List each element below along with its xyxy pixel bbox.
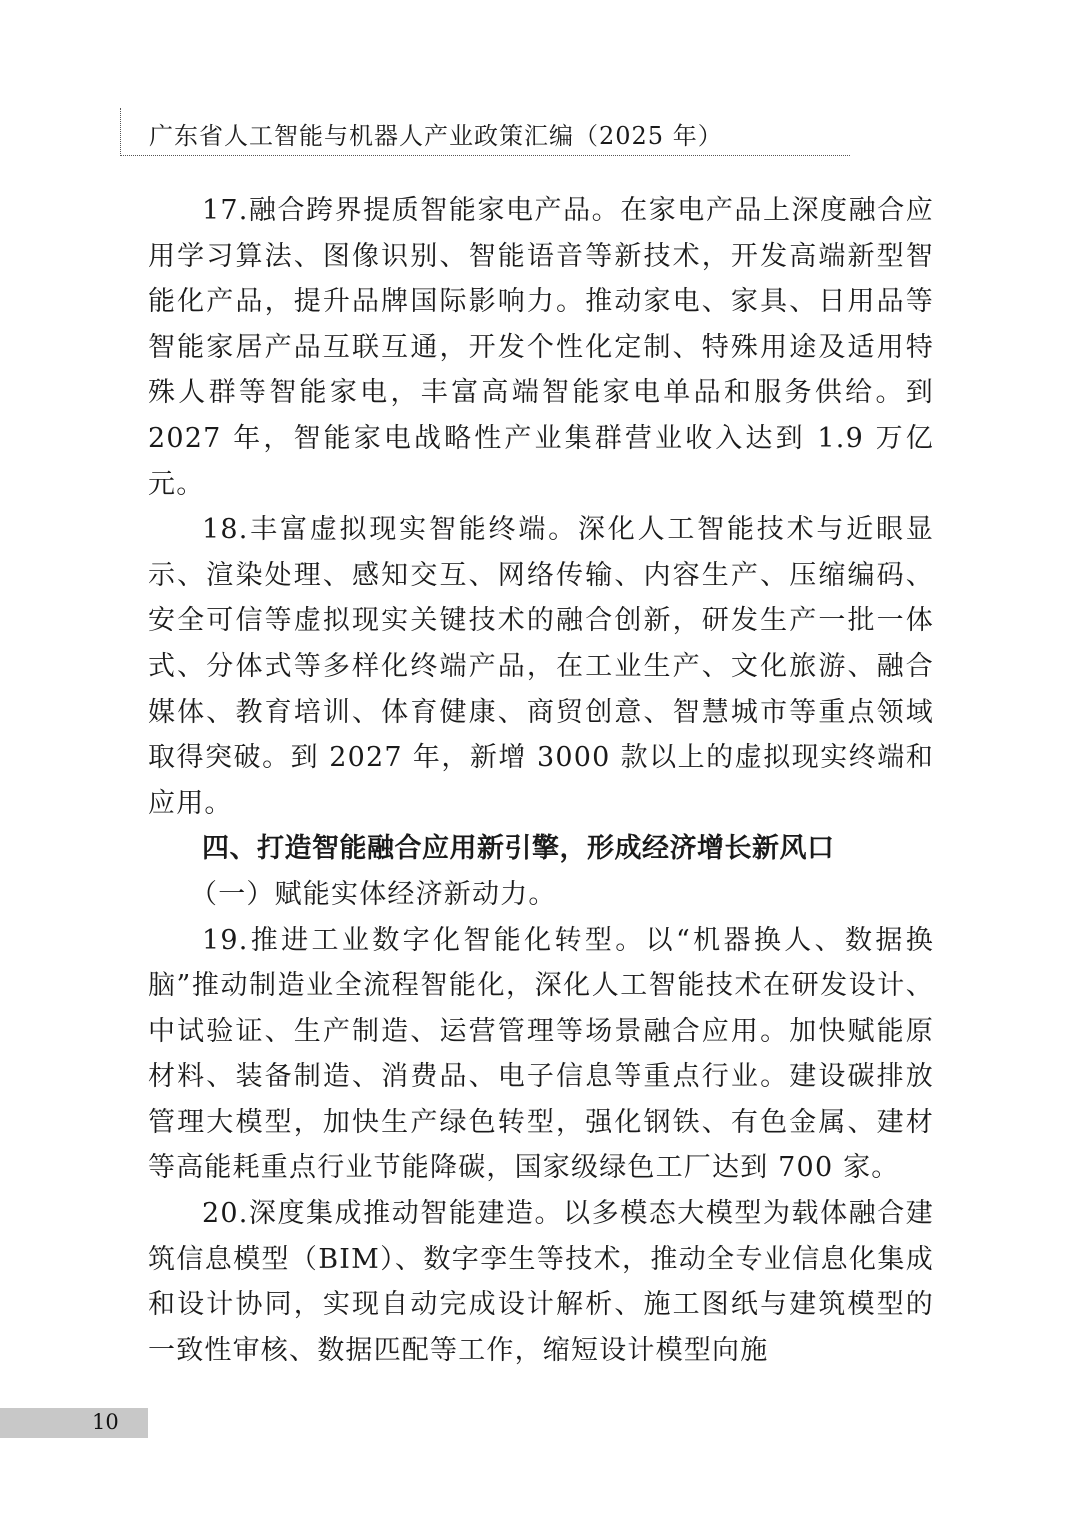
page-footer: [0, 1408, 148, 1438]
paragraph-18: 18.丰富虚拟现实智能终端。深化人工智能技术与近眼显示、渲染处理、感知交互、网络传输、内容生产、压缩编码、安全可信等虚拟现实关键技术的融合创新，研发生产一批一体式、分体式等多样化终端产品，在工业生产、文化旅游、融合媒体、教育培训、体育健康、商贸创意、智慧城市等重点领域取得突破。到 2027 年，新增 3000 款以上的虚拟现实终端和应用。: [148, 514, 934, 819]
paragraph-17: 17.融合跨界提质智能家电产品。在家电产品上深度融合应用学习算法、图像识别、智能语音等新技术，开发高端新型智能化产品，提升品牌国际影响力。推动家电、家具、日用品等智能家居产品互联互通，开发个性化定制、特殊用途及适用特殊人群等智能家电，丰富高端智能家电单品和服务供给。到 2027 年，智能家电战略性产业集群营业收入达到 1.9 万亿元。: [148, 195, 934, 500]
page-header: [120, 108, 850, 156]
subsection-heading: （一）赋能实体经济新动力。: [190, 878, 557, 910]
page-number: 10: [92, 1410, 119, 1434]
running-header-title: 广东省人工智能与机器人产业政策汇编（2025 年）: [149, 122, 723, 150]
section-heading: 四、打造智能融合应用新引擎，形成经济增长新风口: [202, 833, 835, 865]
paragraph-20: 20.深度集成推动智能建造。以多模态大模型为载体融合建筑信息模型（BIM）、数字孪生等技术，推动全专业信息化集成和设计协同，实现自动完成设计解析、施工图纸与建筑模型的一致性审核、数据匹配等工作，缩短设计模型向施: [148, 1198, 934, 1366]
paragraph-19: 19.推进工业数字化智能化转型。以“机器换人、数据换脑”推动制造业全流程智能化，深化人工智能技术在研发设计、中试验证、生产制造、运营管理等场景融合应用。加快赋能原材料、装备制造、消费品、电子信息等重点行业。建设碳排放管理大模型，加快生产绿色转型，强化钢铁、有色金属、建材等高能耗重点行业节能降碳，国家级绿色工厂达到 700 家。: [148, 924, 934, 1184]
body-text: [148, 188, 934, 1373]
